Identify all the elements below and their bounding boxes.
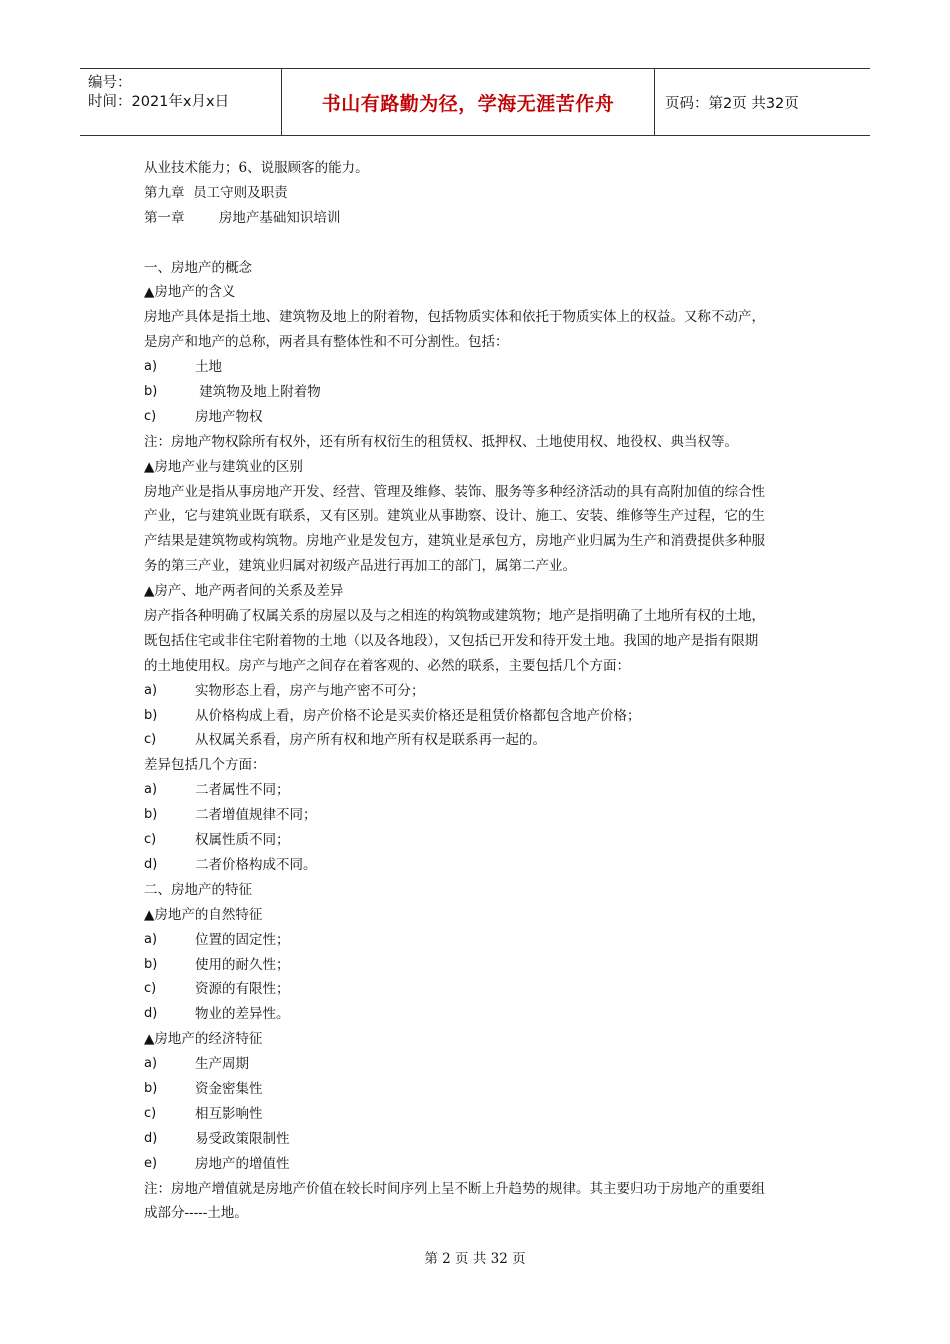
- text-line: 房地产具体是指土地、建筑物及地上的附着物，包括物质实体和依托于物质实体上的权益。又称不动产，: [144, 309, 765, 326]
- list-item: [144, 1152, 814, 1177]
- list-marker: a): [144, 1056, 158, 1072]
- list-item: [144, 828, 814, 853]
- list-item-text: 房地产物权: [195, 408, 263, 425]
- list-marker: b): [144, 956, 158, 972]
- motto-text: 书山有路勤为径，学海无涯苦作舟: [321, 92, 615, 115]
- text-line: 差异包括几个方面：: [144, 757, 266, 774]
- list-item: [144, 803, 814, 828]
- text-line: 第一章 房地产基础知识培训: [144, 209, 341, 226]
- list-item-text: 从权属关系看，房产所有权和地产所有权是联系再一起的。: [195, 732, 546, 749]
- list-marker: e): [144, 1155, 158, 1171]
- list-marker: d): [144, 1130, 158, 1146]
- list-marker: c): [144, 408, 157, 424]
- list-item: [144, 1052, 814, 1077]
- list-marker: d): [144, 856, 158, 872]
- list-marker: b): [144, 1080, 158, 1096]
- header-right-cell: [655, 69, 870, 135]
- list-item-text: 使用的耐久性；: [195, 956, 290, 973]
- text-line: 一、房地产的概念: [144, 259, 252, 276]
- text-line: 成部分-----土地。: [144, 1205, 248, 1222]
- blank-line: [144, 231, 814, 256]
- page-footer: 第 2 页 共 32 页: [424, 1251, 526, 1267]
- list-item-text: 二者价格构成不同。: [195, 856, 317, 873]
- list-item: [144, 405, 814, 430]
- document-body: [144, 156, 814, 1226]
- list-marker: d): [144, 1006, 158, 1022]
- list-item-text: 位置的固定性；: [195, 931, 290, 948]
- text-line: ▲房地产业与建筑业的区别: [144, 458, 303, 475]
- text-line: 产业，它与建筑业既有联系，又有区别。建筑业从事勘察、设计、施工、安装、维修等生产过程，它的生: [144, 508, 765, 525]
- text-line: ▲房地产的经济特征: [144, 1031, 263, 1048]
- text-line: 产结果是建筑物或构筑物。房地产业是发包方，建筑业是承包方，房地产业归属为生产和消费提供多种服: [144, 533, 765, 550]
- list-item-text: 实物形态上看，房产与地产密不可分；: [195, 682, 425, 699]
- list-marker: a): [144, 359, 158, 375]
- list-item: [144, 355, 814, 380]
- text-line: 务的第三产业，建筑业归属对初级产品进行再加工的部门，属第二产业。: [144, 558, 576, 575]
- text-line: 是房产和地产的总称，两者具有整体性和不可分割性。包括：: [144, 334, 509, 351]
- list-marker: b): [144, 384, 158, 400]
- list-item: [144, 704, 814, 729]
- list-item: [144, 728, 814, 753]
- list-item-text: 生产周期: [195, 1056, 249, 1073]
- list-item-text: 权属性质不同；: [195, 832, 290, 849]
- text-line: 第九章 员工守则及职责: [144, 184, 288, 201]
- list-item: [144, 778, 814, 803]
- list-marker: c): [144, 732, 157, 748]
- list-item-text: 资金密集性: [195, 1080, 263, 1097]
- list-marker: a): [144, 682, 158, 698]
- list-item-text: 相互影响性: [195, 1105, 263, 1122]
- text-line: ▲房产、地产两者间的关系及差异: [144, 583, 344, 600]
- list-marker: c): [144, 832, 157, 848]
- list-item-text: 二者增值规律不同；: [195, 807, 317, 824]
- text-line: 注：房地产增值就是房地产价值在较长时间序列上呈不断上升趋势的规律。其主要归功于房地产的重要组: [144, 1180, 765, 1197]
- text-line: 注：房地产物权除所有权外，还有所有权衍生的租赁权、抵押权、土地使用权、地役权、典当权等。: [144, 433, 738, 450]
- list-marker: c): [144, 1105, 157, 1121]
- list-item-text: 资源的有限性；: [195, 981, 290, 998]
- text-line: 二、房地产的特征: [144, 881, 252, 898]
- list-item: [144, 1127, 814, 1152]
- text-line: 从业技术能力；6、说服顾客的能力。: [144, 160, 369, 176]
- number-label: 编号：: [88, 75, 132, 91]
- list-marker: a): [144, 782, 158, 798]
- list-item-text: 二者属性不同；: [195, 782, 290, 799]
- list-item: [144, 928, 814, 953]
- list-item: [144, 1077, 814, 1102]
- list-item: [144, 953, 814, 978]
- list-marker: b): [144, 707, 158, 723]
- text-line: 房产指各种明确了权属关系的房屋以及与之相连的构筑物或建筑物；地产是指明确了土地所有权的土地，: [144, 608, 765, 625]
- list-item-text: 物业的差异性。: [195, 1006, 290, 1023]
- list-item-text: 从价格构成上看，房产价格不论是买卖价格还是租赁价格都包含地产价格；: [195, 707, 641, 724]
- text-line: ▲房地产的含义: [144, 284, 236, 301]
- time-label: 时间：2021年x月x日: [88, 94, 230, 110]
- list-item: [144, 1102, 814, 1127]
- page-number-label: 页码：第2页 共32页: [665, 95, 799, 112]
- list-item: [144, 679, 814, 704]
- list-item-text: 建筑物及地上附着物: [195, 384, 321, 401]
- page-header: [80, 68, 870, 136]
- list-item-text: 易受政策限制性: [195, 1130, 290, 1147]
- list-marker: c): [144, 981, 157, 997]
- text-line: 既包括住宅或非住宅附着物的土地（以及各地段），又包括已开发和待开发土地。我国的地产是指有限期: [144, 632, 759, 649]
- text-line: ▲房地产的自然特征: [144, 906, 263, 923]
- list-item: [144, 1002, 814, 1027]
- text-line: 的土地使用权。房产与地产之间存在着客观的、必然的联系，主要包括几个方面：: [144, 657, 630, 674]
- list-marker: b): [144, 807, 158, 823]
- list-item: [144, 380, 814, 405]
- list-item: [144, 853, 814, 878]
- header-left-cell: [80, 69, 281, 135]
- list-item: [144, 977, 814, 1002]
- header-middle-cell: [281, 69, 655, 135]
- list-marker: a): [144, 931, 158, 947]
- list-item-text: 土地: [195, 359, 222, 376]
- list-item-text: 房地产的增值性: [195, 1155, 290, 1172]
- text-line: 房地产业是指从事房地产开发、经营、管理及维修、装饰、服务等多种经济活动的具有高附加值的综合性: [144, 483, 765, 500]
